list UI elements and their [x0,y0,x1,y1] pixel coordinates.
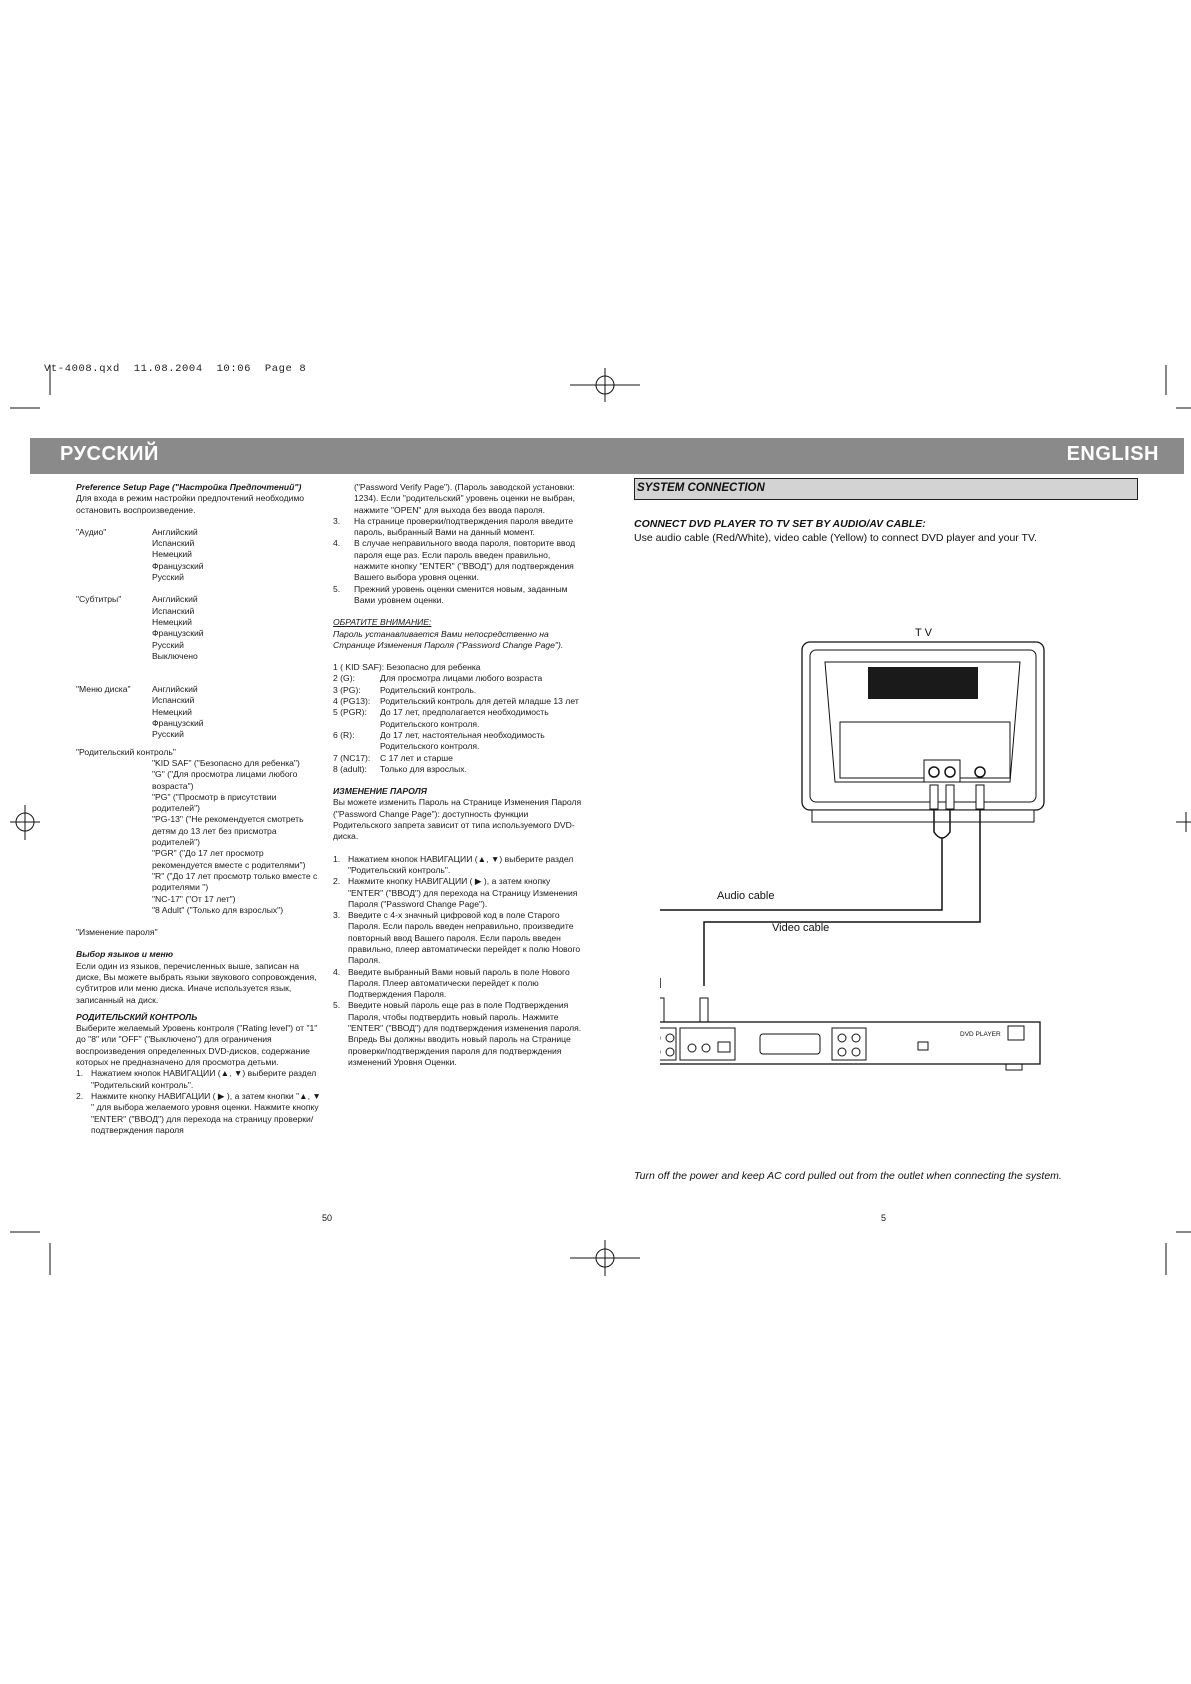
password-steps [333,854,583,1069]
list-item: 1. Нажатием кнопок НАВИГАЦИИ (▲, ▼) выберите раздел "Родительский контроль". [76,1068,317,1090]
video-cable-label: Video cable [772,922,830,934]
connect-title: CONNECT DVD PLAYER TO TV SET BY AUDIO/AV CABLE: [634,518,926,530]
list-item: 4. Введите выбранный Вами новый пароль в поле Нового Пароля. Плеер автоматически перейдет к полю Подтверждения Пароля. [333,966,570,1000]
list-item: Русский [152,572,184,583]
rating-row: 7 (NC17): С 17 лет и старше [333,752,453,763]
parental-label: "Родительский контроль" [76,746,176,757]
group-label: "Субтитры" [76,594,122,605]
header-russian: РУССКИЙ [60,443,159,465]
pref-setup-title: Preference Setup Page ("Настройка Предпочтений") [76,482,302,492]
list-item: Русский [152,639,184,650]
language-selection-body: Если один из языков, перечисленных выше, записан на диске, Вы можете выбрать языки звукового сопровождения, субтитров или меню диска. Иначе используется язык, записанный на диск. [76,960,317,1005]
subtitle-language-group [76,594,326,662]
audio-cable-label: Audio cable [717,890,775,902]
verify-page-continued: ("Password Verify Page"). (Пароль заводской установки: 1234). Если "родительский" уровень оценки не выбран, нажмите "OPEN" для выхода без ввода пароля. [354,482,576,515]
list-item: Английский [152,594,198,605]
note-title: ОБРАТИТЕ ВНИМАНИЕ: [333,617,432,628]
tv-label: T V [915,627,932,639]
list-item: Английский [152,684,198,695]
language-header-band [30,438,1184,474]
plug-player-video [700,998,708,1024]
list-item: Английский [152,526,198,537]
audio-language-group [76,527,326,583]
list-item: 2. Нажмите кнопку НАВИГАЦИИ ( ▶ ), а затем кнопки "▲, ▼ " для выбора желаемого уровня оценки. Нажмите кнопку "ENTER" ("ВВОД") для перехода на страницу проверки/подтверждения пароля [76,1090,321,1135]
audio-cable-line [660,838,942,978]
list-item: "R" ("До 17 лет просмотр только вместе с родителями ") [152,870,318,893]
dvd-player-label: DVD PLAYER [960,1031,1001,1038]
connection-warning: Turn off the power and keep AC cord pulled out from the outlet when connecting the system. [634,1170,1062,1182]
rating-levels [333,662,583,775]
list-item: Французский [152,560,204,571]
rating-row: 5 (PGR): До 17 лет, предполагается необходимость Родительского контроля. [333,707,549,729]
list-item: "PGR" ("До 17 лет просмотр рекомендуется вместе с родителями") [152,848,306,870]
list-item: 5. Введите новый пароль еще раз в поле Подтверждения Пароля, чтобы подтвердить новый пароль. Нажмите "ENTER" ("ВВОД") для подтверждения изменения пароля. Впредь Вы должны вводить новый пароль на Странице проверки/подтверждения пароля для подтверждения изменений Уровня Оценки. [333,1000,582,1067]
password-change-body: Вы можете изменить Пароль на Странице Изменения Пароля ("Password Change Page"): доступность функции Родительского запрета зависит от типа используемого DVD-диска. [333,797,582,842]
parental-control-title: РОДИТЕЛЬСКИЙ КОНТРОЛЬ [76,1011,198,1022]
list-item: 3. Введите с 4-х значный цифровой код в поле Старого Пароля. Если пароль введен неправильно, произведите повторный ввод Вашего пароля. Если пароль введен правильно, плеер автоматически перейдет к полю Нового Пароля. [333,910,581,966]
list-item: 1. Нажатием кнопок НАВИГАЦИИ (▲, ▼) выберите раздел "Родительский контроль". [333,853,574,875]
list-item: Выключено [152,650,198,661]
ru-column-2 [333,482,583,1068]
password-change-title: ИЗМЕНЕНИЕ ПАРОЛЯ [333,786,427,797]
page-number-ru: 50 [322,1213,333,1223]
list-item: 5. Прежний уровень оценки сменится новым, заданным Вами уровнем оценки. [333,583,568,605]
list-item: Французский [152,628,204,639]
list-item: Испанский [152,538,195,549]
list-item: "PG" ("Просмотр в присутствии родителей") [152,791,277,814]
disc-menu-language-group [76,684,326,740]
pref-setup-intro: Для входа в режим настройки предпочтений необходимо остановить воспроизведение. [76,493,305,515]
rating-row: 1 ( KID SAF): Безопасно для ребенка [333,662,481,673]
plug-tv-audio-l [930,785,938,809]
password-change-label: "Изменение пароля" [76,927,158,938]
system-connection-title: SYSTEM CONNECTION [637,482,765,494]
connect-body: Use audio cable (Red/White), video cable (Yellow) to connect DVD player and your TV. [634,532,1037,544]
list-item: 4. В случае неправильного ввода пароля, повторите ввод пароля еще раз. Если пароль введен правильно, нажмите кнопку "ENTER" ("ВВОД") для подтверждения Вашего выбора уровня оценки. [333,538,576,583]
rating-row: 8 (adult): Только для взрослых. [333,763,467,774]
list-item: 2. Нажмите кнопку НАВИГАЦИИ ( ▶ ), а затем кнопку "ENTER" ("ВВОД") для перехода на Страницу Изменения Пароля ("Password Change Page"). [333,876,578,909]
connection-diagram [660,622,1120,1072]
group-label: "Меню диска" [76,684,131,695]
list-item: Немецкий [152,706,192,717]
plug-tv-video [976,785,984,809]
list-item: Испанский [152,605,195,616]
list-item: "PG-13" ("Не рекомендуется смотреть детям до 13 лет без присмотра родителей") [152,814,304,848]
list-item: 3. На странице проверки/подтверждения пароля введите пароль, выбранный Вами на данный момент. [333,515,574,538]
page-number-en: 5 [881,1213,887,1223]
list-item: Немецкий [152,616,192,627]
list-item: Испанский [152,695,195,706]
tv-vent-grille [868,667,978,699]
list-item: "8 Adult" ("Только для взрослых") [152,904,284,915]
rating-row: 4 (PG13): Родительский контроль для детей младше 13 лет [333,696,579,707]
list-item: Немецкий [152,549,192,560]
list-item: "NC-17" ("От 17 лет") [152,893,236,904]
rating-row: 3 (PG): Родительский контроль. [333,684,477,695]
ru-column-1 [76,482,326,1136]
plug-tv-audio-r [946,785,954,809]
player-foot [1006,1064,1022,1070]
rating-row: 2 (G): Для просмотра лицами любого возраста [333,673,543,684]
file-slug: Vt-4008.qxd 11.08.2004 10:06 Page 8 [44,363,307,375]
rating-row: 6 (R): До 17 лет, настоятельная необходимость Родительского контроля. [333,729,545,752]
group-label: "Аудио" [76,526,107,537]
language-selection-title: Выбор языков и меню [76,949,174,960]
list-item: Русский [152,729,184,740]
note-body: Пароль устанавливается Вами непосредственно на Странице Изменения Пароля ("Password Change Page"). [333,628,564,650]
verify-steps [333,516,583,606]
list-item: "G" ("Для просмотра лицами любого возраста") [152,769,298,791]
parental-levels [76,758,326,916]
parental-steps [76,1068,326,1136]
list-item: Французский [152,718,204,729]
plug-player-audio-r [660,998,664,1024]
list-item: "KID SAF" ("Безопасно для ребенка") [152,757,300,768]
parental-control-body: Выберите желаемый Уровень контроля ("Rating level") от "1" до "8" или "OFF" ("Выключено") для ограничения воспроизведения определенных DVD-дисков, содержание которых не предназначено для просмотра детьми. [76,1023,318,1068]
header-english: ENGLISH [1066,443,1159,465]
tv-stand [812,810,1034,822]
